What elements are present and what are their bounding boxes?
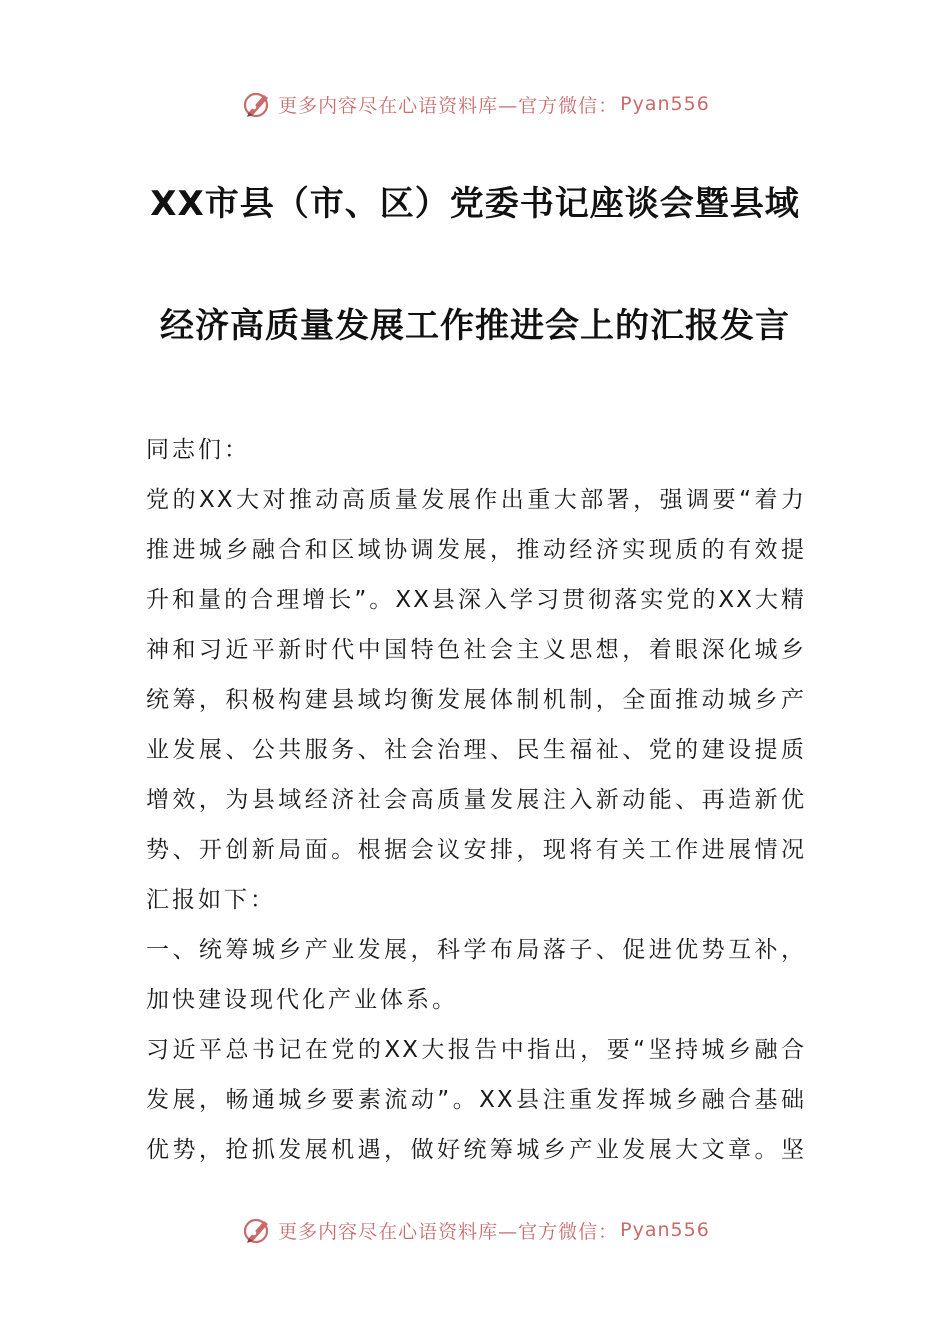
pen-logo-icon bbox=[240, 1213, 274, 1247]
watermark-text: 更多内容尽在心语资料库—官方微信： bbox=[278, 1220, 619, 1243]
body-line: 增效，为县域经济社会高质量发展注入新动能、再造新优 bbox=[146, 787, 806, 813]
body-line: 习近平总书记在党的XX大报告中指出，要“坚持城乡融合 bbox=[146, 1037, 806, 1063]
body-line: 汇报如下： bbox=[146, 887, 276, 913]
body-line: 势、开创新局面。根据会议安排，现将有关工作进展情况 bbox=[146, 837, 806, 863]
watermark-text: 更多内容尽在心语资料库—官方微信： bbox=[278, 94, 619, 117]
body-line: 统筹，积极构建县域均衡发展体制机制，全面推动城乡产 bbox=[146, 687, 806, 713]
body-line: 推进城乡融合和区域协调发展，推动经济实现质的有效提 bbox=[146, 537, 806, 563]
watermark-banner-bottom bbox=[0, 1210, 950, 1250]
document-title-line-1: XX市县（市、区）党委书记座谈会暨县域 bbox=[150, 184, 800, 224]
body-line: 党的XX大对推动高质量发展作出重大部署，强调要“着力 bbox=[146, 487, 806, 513]
body-line: 发展，畅通城乡要素流动”。XX县注重发挥城乡融合基础 bbox=[146, 1087, 806, 1113]
body-line: 升和量的合理增长”。XX县深入学习贯彻落实党的XX大精 bbox=[146, 587, 806, 613]
watermark-wechat-id: Pyan556 bbox=[620, 1219, 710, 1241]
section-heading-1-cont: 加快建设现代化产业体系。 bbox=[146, 987, 458, 1013]
watermark-wechat-id: Pyan556 bbox=[620, 93, 710, 115]
pen-logo-icon bbox=[240, 87, 274, 121]
section-heading-1: 一、统筹城乡产业发展，科学布局落子、促进优势互补， bbox=[146, 937, 806, 963]
body-line: 神和习近平新时代中国特色社会主义思想，着眼深化城乡 bbox=[146, 637, 806, 663]
salutation: 同志们： bbox=[146, 437, 250, 463]
watermark-banner-top bbox=[0, 84, 950, 124]
body-line: 业发展、公共服务、社会治理、民生福祉、党的建设提质 bbox=[146, 737, 806, 763]
document-title-line-2: 经济高质量发展工作推进会上的汇报发言 bbox=[160, 306, 790, 346]
body-line: 优势，抢抓发展机遇，做好统筹城乡产业发展大文章。坚 bbox=[146, 1137, 806, 1163]
